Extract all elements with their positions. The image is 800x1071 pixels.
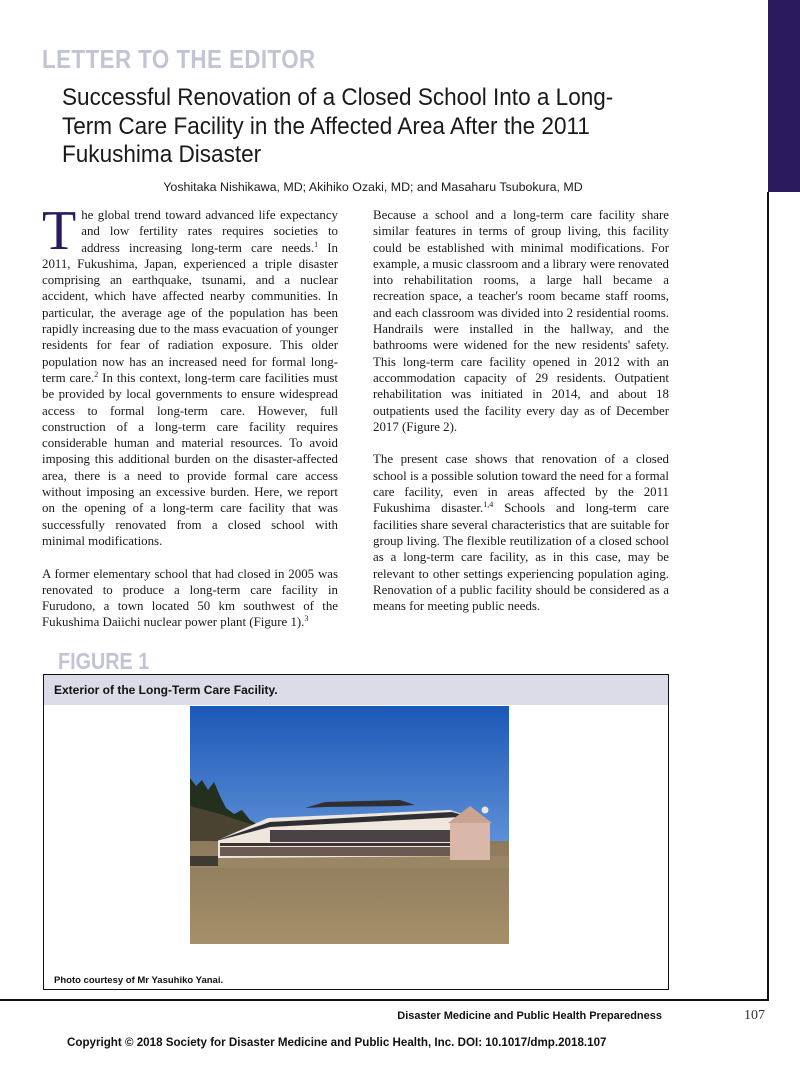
reference-link[interactable]: 1 [314, 239, 319, 249]
article-title: Successful Renovation of a Closed School Into a Long-Term Care Facility in the Affected Area After the 2011 Fukushima Disaster [62, 84, 614, 168]
journal-name: Disaster Medicine and Public Health Preparedness [397, 1010, 662, 1022]
journal-color-tab [768, 0, 800, 192]
facility-photo [190, 706, 509, 944]
figure-label: FIGURE 1 [58, 648, 150, 674]
figure-container [43, 674, 669, 990]
figure-caption-bar [44, 675, 668, 705]
reference-link[interactable]: 2 [94, 369, 99, 379]
page-number: 107 [744, 1008, 765, 1023]
body-column-left [42, 200, 339, 647]
author-list: Yoshitaka Nishikawa, MD; Akihiko Ozaki, MD; and Masaharu Tsubokura, MD [163, 180, 583, 194]
figure-caption: Exterior of the Long-Term Care Facility. [54, 683, 278, 697]
reference-link[interactable]: 3 [304, 614, 309, 624]
paragraph: The global trend toward advanced life expectancy and low fertility rates requires societies to address increasing long-term care needs.$^1$ In 2011, Fukushima, Japan, experienced a triple disaster comprising an earthquake, tsunami, and a nuclear accident, which have affected nearby communities. In particular, the average age of the population has been rapidly increasing due to the mass evacuation of younger residents for fear of radiation exposure. This older population now has an increased need for formal long-term care.$^2$ In this context, long-term care facilities must be provided by local governments to ensure widespread access to formal long-term care. However, full construction of a long-term care facility requires considerable human and material resources. To avoid imposing this additional burden on the disaster-affected area, there is a need to provide formal care access without imposing an excessive burden. Here, we report on the opening of a long-term care facility that was successfully renovated from a closed school with minimal modifications. [42, 200, 339, 548]
page-frame-right-rule [767, 192, 769, 1000]
body-column-right [373, 207, 669, 631]
paragraph: The present case shows that renovation of a closed school is a possible solution toward the need for a formal care facility, even in areas affected by the 2011 Fukushima disaster.$^{1,4}$ Schools and long-term care facilities share several characteristics that are suitable for group living. The flexible reutilization of a closed school as a long-term care facility, as in this case, may be relevant to other settings experiencing population aging. Renovation of a public facility should be considered as a means for meeting public needs. [373, 452, 669, 614]
reference-link[interactable]: 1,4 [483, 500, 494, 510]
paragraph: Because a school and a long-term care facility share similar features in terms of group living, this facility could be established with minimal modifications. For example, a music classroom and a library were renovated into rehabilitation rooms, a large hall became a recreation space, a teacher's room became staff rooms, and each classroom was divided into 2 residential rooms. Handrails were installed in the hallway, and the bathrooms were widened for the new residents' safety. This long-term care facility opened in 2012 with an accommodation capacity of 29 residents. Outpatient rehabilitation was initiated in 2014, and about 18 outpatients used the facility every day as of December 2017 (Figure 2). [373, 208, 670, 434]
copyright-notice: Copyright © 2018 Society for Disaster Medicine and Public Health, Inc. DOI: 10.1017/dmp.2018.107 [67, 1036, 607, 1049]
page-frame-bottom-rule [0, 999, 769, 1001]
photo-credit: Photo courtesy of Mr Yasuhiko Yanai. [54, 975, 224, 986]
drop-cap: T [42, 200, 77, 262]
section-label: LETTER TO THE EDITOR [42, 44, 316, 74]
paragraph: A former elementary school that had closed in 2005 was renovated to produce a long-term care facility in Furudono, a town located 50 km southwest of the Fukushima Daiichi nuclear power plant (Figure 1).$^3$ [42, 566, 338, 630]
